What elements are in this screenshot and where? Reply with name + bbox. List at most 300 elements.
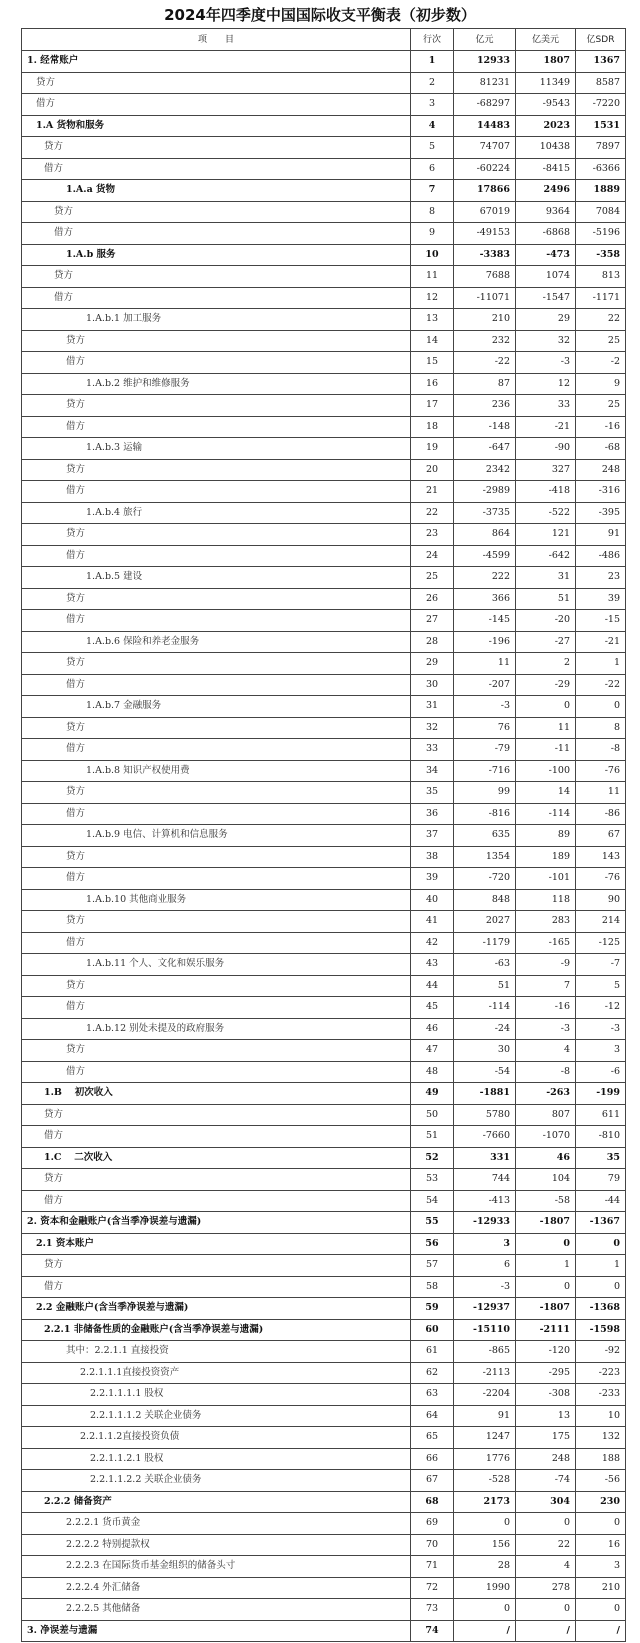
row-number: 13 — [411, 309, 454, 331]
row-number: 14 — [411, 330, 454, 352]
row-label: 2.2.2.5 其他储备 — [22, 1599, 411, 1621]
value-cny: 848 — [454, 889, 516, 911]
row-label: 借方 — [22, 997, 411, 1019]
value-sdr: 1 — [576, 653, 626, 675]
value-cny: -145 — [454, 610, 516, 632]
row-label: 贷方 — [22, 524, 411, 546]
row-number: 29 — [411, 653, 454, 675]
table-row — [22, 932, 626, 954]
table-row — [22, 1104, 626, 1126]
value-cny: -3735 — [454, 502, 516, 524]
value-usd: 0 — [516, 1233, 576, 1255]
row-label: 3. 净误差与遗漏 — [22, 1620, 411, 1642]
balance-of-payments-table — [21, 28, 626, 1642]
value-usd: -27 — [516, 631, 576, 653]
row-number: 39 — [411, 868, 454, 890]
value-sdr: -7 — [576, 954, 626, 976]
row-number: 74 — [411, 1620, 454, 1642]
row-number: 16 — [411, 373, 454, 395]
table-row — [22, 760, 626, 782]
row-number: 57 — [411, 1255, 454, 1277]
value-cny: -63 — [454, 954, 516, 976]
value-usd: -9543 — [516, 94, 576, 116]
row-number: 58 — [411, 1276, 454, 1298]
value-sdr: -2 — [576, 352, 626, 374]
table-row — [22, 1599, 626, 1621]
value-usd: 46 — [516, 1147, 576, 1169]
row-number: 23 — [411, 524, 454, 546]
value-cny: -413 — [454, 1190, 516, 1212]
row-number: 44 — [411, 975, 454, 997]
table-row — [22, 1491, 626, 1513]
value-usd: -74 — [516, 1470, 576, 1492]
row-number: 62 — [411, 1362, 454, 1384]
row-label: 贷方 — [22, 653, 411, 675]
row-label: 贷方 — [22, 1104, 411, 1126]
value-sdr: 3 — [576, 1040, 626, 1062]
row-number: 41 — [411, 911, 454, 933]
table-row — [22, 1212, 626, 1234]
row-label: 2.2.2 储备资产 — [22, 1491, 411, 1513]
row-number: 22 — [411, 502, 454, 524]
value-cny: 11 — [454, 653, 516, 675]
value-cny: -60224 — [454, 158, 516, 180]
value-usd: -2111 — [516, 1319, 576, 1341]
value-sdr: -1171 — [576, 287, 626, 309]
value-sdr: 23 — [576, 567, 626, 589]
row-number: 43 — [411, 954, 454, 976]
value-cny: 0 — [454, 1599, 516, 1621]
value-usd: 1074 — [516, 266, 576, 288]
value-sdr: 188 — [576, 1448, 626, 1470]
value-sdr: 25 — [576, 395, 626, 417]
value-cny: -24 — [454, 1018, 516, 1040]
row-number: 20 — [411, 459, 454, 481]
value-usd: 4 — [516, 1556, 576, 1578]
value-sdr: 1531 — [576, 115, 626, 137]
row-number: 36 — [411, 803, 454, 825]
value-cny: -15110 — [454, 1319, 516, 1341]
table-row — [22, 975, 626, 997]
row-label: 借方 — [22, 158, 411, 180]
value-sdr: -15 — [576, 610, 626, 632]
value-usd: 104 — [516, 1169, 576, 1191]
row-label: 借方 — [22, 1190, 411, 1212]
row-number: 31 — [411, 696, 454, 718]
value-usd: 189 — [516, 846, 576, 868]
value-usd: 304 — [516, 1491, 576, 1513]
value-cny: -54 — [454, 1061, 516, 1083]
value-cny: -148 — [454, 416, 516, 438]
row-number: 53 — [411, 1169, 454, 1191]
value-sdr: -44 — [576, 1190, 626, 1212]
row-label: 贷方 — [22, 330, 411, 352]
value-cny: 12933 — [454, 51, 516, 73]
value-sdr: -223 — [576, 1362, 626, 1384]
table-row — [22, 459, 626, 481]
value-usd: 29 — [516, 309, 576, 331]
value-usd: -29 — [516, 674, 576, 696]
row-number: 46 — [411, 1018, 454, 1040]
value-usd: -3 — [516, 1018, 576, 1040]
value-cny: -49153 — [454, 223, 516, 245]
value-cny: 156 — [454, 1534, 516, 1556]
table-row — [22, 545, 626, 567]
table-row — [22, 1147, 626, 1169]
value-sdr: 248 — [576, 459, 626, 481]
value-usd: 118 — [516, 889, 576, 911]
value-sdr: 214 — [576, 911, 626, 933]
value-sdr: -7220 — [576, 94, 626, 116]
value-sdr: -395 — [576, 502, 626, 524]
table-row — [22, 1276, 626, 1298]
row-number: 28 — [411, 631, 454, 653]
row-number: 70 — [411, 1534, 454, 1556]
row-number: 50 — [411, 1104, 454, 1126]
row-number: 49 — [411, 1083, 454, 1105]
value-sdr: 0 — [576, 696, 626, 718]
value-cny: -2113 — [454, 1362, 516, 1384]
row-number: 8 — [411, 201, 454, 223]
value-cny: 1776 — [454, 1448, 516, 1470]
value-cny: -11071 — [454, 287, 516, 309]
row-label: 2.2.1.1.2.2 关联企业债务 — [22, 1470, 411, 1492]
value-usd: -21 — [516, 416, 576, 438]
value-sdr: 16 — [576, 1534, 626, 1556]
value-cny: -79 — [454, 739, 516, 761]
value-usd: 7 — [516, 975, 576, 997]
value-cny: 87 — [454, 373, 516, 395]
row-label: 借方 — [22, 739, 411, 761]
row-number: 33 — [411, 739, 454, 761]
row-label: 1. 经常账户 — [22, 51, 411, 73]
row-number: 71 — [411, 1556, 454, 1578]
table-row — [22, 674, 626, 696]
row-label: 2.2.1.1.2直接投资负债 — [22, 1427, 411, 1449]
table-row — [22, 889, 626, 911]
value-cny: -816 — [454, 803, 516, 825]
value-usd: 10438 — [516, 137, 576, 159]
value-cny: -22 — [454, 352, 516, 374]
value-sdr: / — [576, 1620, 626, 1642]
row-label: 2.2.1.1.2.1 股权 — [22, 1448, 411, 1470]
row-label: 借方 — [22, 932, 411, 954]
value-usd: 32 — [516, 330, 576, 352]
value-cny: 3 — [454, 1233, 516, 1255]
value-sdr: -92 — [576, 1341, 626, 1363]
row-label: 2.2.1.1.1.2 关联企业债务 — [22, 1405, 411, 1427]
row-label: 借方 — [22, 481, 411, 503]
row-number: 68 — [411, 1491, 454, 1513]
row-label: 借方 — [22, 94, 411, 116]
row-label: 借方 — [22, 223, 411, 245]
row-number: 7 — [411, 180, 454, 202]
row-label: 借方 — [22, 674, 411, 696]
row-number: 18 — [411, 416, 454, 438]
value-sdr: 210 — [576, 1577, 626, 1599]
table-row — [22, 330, 626, 352]
row-label: 1.B 初次收入 — [22, 1083, 411, 1105]
table-row — [22, 954, 626, 976]
row-number: 34 — [411, 760, 454, 782]
row-number: 66 — [411, 1448, 454, 1470]
row-number: 51 — [411, 1126, 454, 1148]
value-sdr: -76 — [576, 868, 626, 890]
table-row — [22, 1083, 626, 1105]
value-cny: -4599 — [454, 545, 516, 567]
value-sdr: 79 — [576, 1169, 626, 1191]
row-number: 25 — [411, 567, 454, 589]
row-label: 贷方 — [22, 1169, 411, 1191]
value-usd: -642 — [516, 545, 576, 567]
row-number: 47 — [411, 1040, 454, 1062]
value-sdr: -68 — [576, 438, 626, 460]
value-sdr: 11 — [576, 782, 626, 804]
value-cny: -3 — [454, 696, 516, 718]
row-number: 48 — [411, 1061, 454, 1083]
value-usd: -11 — [516, 739, 576, 761]
value-usd: 89 — [516, 825, 576, 847]
value-sdr: -3 — [576, 1018, 626, 1040]
value-sdr: 35 — [576, 1147, 626, 1169]
column-header-row-number: 行次 — [411, 29, 454, 51]
row-label: 1.A.b.8 知识产权使用费 — [22, 760, 411, 782]
row-number: 56 — [411, 1233, 454, 1255]
value-sdr: 8 — [576, 717, 626, 739]
value-sdr: 5 — [576, 975, 626, 997]
row-label: 贷方 — [22, 459, 411, 481]
table-body — [22, 51, 626, 1642]
value-usd: -90 — [516, 438, 576, 460]
table-row — [22, 1190, 626, 1212]
table-row — [22, 438, 626, 460]
value-cny: 331 — [454, 1147, 516, 1169]
row-number: 32 — [411, 717, 454, 739]
table-row — [22, 158, 626, 180]
row-label: 贷方 — [22, 201, 411, 223]
value-cny: 99 — [454, 782, 516, 804]
value-sdr: -56 — [576, 1470, 626, 1492]
row-label: 2.1 资本账户 — [22, 1233, 411, 1255]
row-label: 2.2.1.1.1.1 股权 — [22, 1384, 411, 1406]
value-usd: 278 — [516, 1577, 576, 1599]
value-cny: -2204 — [454, 1384, 516, 1406]
value-usd: 2023 — [516, 115, 576, 137]
value-cny: -3 — [454, 1276, 516, 1298]
value-cny: -865 — [454, 1341, 516, 1363]
value-cny: 30 — [454, 1040, 516, 1062]
value-cny: 7688 — [454, 266, 516, 288]
row-label: 贷方 — [22, 1040, 411, 1062]
value-cny: 74707 — [454, 137, 516, 159]
value-sdr: -8 — [576, 739, 626, 761]
value-sdr: 143 — [576, 846, 626, 868]
row-number: 72 — [411, 1577, 454, 1599]
value-usd: 1807 — [516, 51, 576, 73]
row-label: 2.2.2.4 外汇储备 — [22, 1577, 411, 1599]
row-number: 54 — [411, 1190, 454, 1212]
value-sdr: -233 — [576, 1384, 626, 1406]
value-sdr: -12 — [576, 997, 626, 1019]
table-row — [22, 244, 626, 266]
row-label: 贷方 — [22, 1255, 411, 1277]
row-label: 借方 — [22, 610, 411, 632]
table-row — [22, 1470, 626, 1492]
value-usd: -165 — [516, 932, 576, 954]
column-header-usd: 亿美元 — [516, 29, 576, 51]
value-cny: 1247 — [454, 1427, 516, 1449]
row-label: 贷方 — [22, 846, 411, 868]
value-usd: 13 — [516, 1405, 576, 1427]
value-sdr: -22 — [576, 674, 626, 696]
value-cny: -7660 — [454, 1126, 516, 1148]
row-number: 35 — [411, 782, 454, 804]
value-usd: 2 — [516, 653, 576, 675]
table-row — [22, 287, 626, 309]
row-label: 1.A.b.12 别处未提及的政府服务 — [22, 1018, 411, 1040]
value-sdr: -1598 — [576, 1319, 626, 1341]
value-usd: -6868 — [516, 223, 576, 245]
row-label: 贷方 — [22, 137, 411, 159]
value-usd: -58 — [516, 1190, 576, 1212]
value-cny: -720 — [454, 868, 516, 890]
row-label: 借方 — [22, 1276, 411, 1298]
table-row — [22, 1384, 626, 1406]
table-row — [22, 1341, 626, 1363]
value-sdr: 39 — [576, 588, 626, 610]
table-row — [22, 266, 626, 288]
value-sdr: 90 — [576, 889, 626, 911]
row-label: 2.2 金融账户(含当季净误差与遗漏) — [22, 1298, 411, 1320]
row-number: 61 — [411, 1341, 454, 1363]
value-cny: 28 — [454, 1556, 516, 1578]
table-row — [22, 1362, 626, 1384]
column-header-item: 项 目 — [22, 29, 411, 51]
table-row — [22, 782, 626, 804]
row-label: 2.2.2.2 特别提款权 — [22, 1534, 411, 1556]
row-number: 55 — [411, 1212, 454, 1234]
value-usd: 248 — [516, 1448, 576, 1470]
value-usd: 807 — [516, 1104, 576, 1126]
value-usd: 33 — [516, 395, 576, 417]
row-label: 1.A.a 货物 — [22, 180, 411, 202]
row-number: 64 — [411, 1405, 454, 1427]
value-usd: 11349 — [516, 72, 576, 94]
row-label: 贷方 — [22, 395, 411, 417]
value-cny: 1990 — [454, 1577, 516, 1599]
value-usd: 31 — [516, 567, 576, 589]
value-usd: 121 — [516, 524, 576, 546]
value-sdr: 0 — [576, 1599, 626, 1621]
value-usd: 9364 — [516, 201, 576, 223]
value-usd: 12 — [516, 373, 576, 395]
row-number: 12 — [411, 287, 454, 309]
value-sdr: -486 — [576, 545, 626, 567]
value-sdr: 0 — [576, 1276, 626, 1298]
row-number: 73 — [411, 1599, 454, 1621]
value-usd: 51 — [516, 588, 576, 610]
column-header-cny: 亿元 — [454, 29, 516, 51]
value-sdr: 25 — [576, 330, 626, 352]
value-sdr: -16 — [576, 416, 626, 438]
table-header-row — [22, 29, 626, 51]
value-sdr: 67 — [576, 825, 626, 847]
value-sdr: 813 — [576, 266, 626, 288]
table-row — [22, 631, 626, 653]
value-sdr: 7084 — [576, 201, 626, 223]
row-number: 24 — [411, 545, 454, 567]
row-label: 2.2.2.3 在国际货币基金组织的储备头寸 — [22, 1556, 411, 1578]
row-number: 27 — [411, 610, 454, 632]
row-number: 15 — [411, 352, 454, 374]
value-cny: -716 — [454, 760, 516, 782]
table-row — [22, 1448, 626, 1470]
value-sdr: 132 — [576, 1427, 626, 1449]
row-number: 19 — [411, 438, 454, 460]
value-usd: 11 — [516, 717, 576, 739]
row-label: 借方 — [22, 352, 411, 374]
value-cny: 14483 — [454, 115, 516, 137]
value-cny: 744 — [454, 1169, 516, 1191]
row-label: 贷方 — [22, 266, 411, 288]
row-label: 其中：2.2.1.1 直接投资 — [22, 1341, 411, 1363]
row-label: 1.A.b.6 保险和养老金服务 — [22, 631, 411, 653]
value-usd: -101 — [516, 868, 576, 890]
row-label: 1.A.b.4 旅行 — [22, 502, 411, 524]
value-cny: -3383 — [454, 244, 516, 266]
table-row — [22, 502, 626, 524]
value-usd: -308 — [516, 1384, 576, 1406]
value-sdr: -1368 — [576, 1298, 626, 1320]
row-label: 1.A.b.10 其他商业服务 — [22, 889, 411, 911]
row-label: 贷方 — [22, 72, 411, 94]
value-usd: 14 — [516, 782, 576, 804]
value-cny: -1881 — [454, 1083, 516, 1105]
value-usd: -263 — [516, 1083, 576, 1105]
value-cny: 91 — [454, 1405, 516, 1427]
value-sdr: -358 — [576, 244, 626, 266]
table-row — [22, 1534, 626, 1556]
value-cny: -12933 — [454, 1212, 516, 1234]
value-cny: -196 — [454, 631, 516, 653]
value-usd: -522 — [516, 502, 576, 524]
value-cny: -114 — [454, 997, 516, 1019]
table-row — [22, 610, 626, 632]
row-label: 1.C 二次收入 — [22, 1147, 411, 1169]
value-usd: -3 — [516, 352, 576, 374]
table-row — [22, 201, 626, 223]
row-label: 贷方 — [22, 782, 411, 804]
table-row — [22, 395, 626, 417]
value-sdr: 22 — [576, 309, 626, 331]
page-title: 2024年四季度中国国际收支平衡表（初步数） — [164, 6, 476, 24]
row-label: 1.A.b.5 建设 — [22, 567, 411, 589]
value-cny: 6 — [454, 1255, 516, 1277]
value-usd: 1 — [516, 1255, 576, 1277]
row-number: 30 — [411, 674, 454, 696]
table-row — [22, 1061, 626, 1083]
value-sdr: -5196 — [576, 223, 626, 245]
table-row — [22, 717, 626, 739]
value-usd: -8415 — [516, 158, 576, 180]
table-row — [22, 94, 626, 116]
row-number: 21 — [411, 481, 454, 503]
row-number: 63 — [411, 1384, 454, 1406]
value-sdr: 611 — [576, 1104, 626, 1126]
value-cny: 51 — [454, 975, 516, 997]
value-usd: 327 — [516, 459, 576, 481]
row-number: 9 — [411, 223, 454, 245]
